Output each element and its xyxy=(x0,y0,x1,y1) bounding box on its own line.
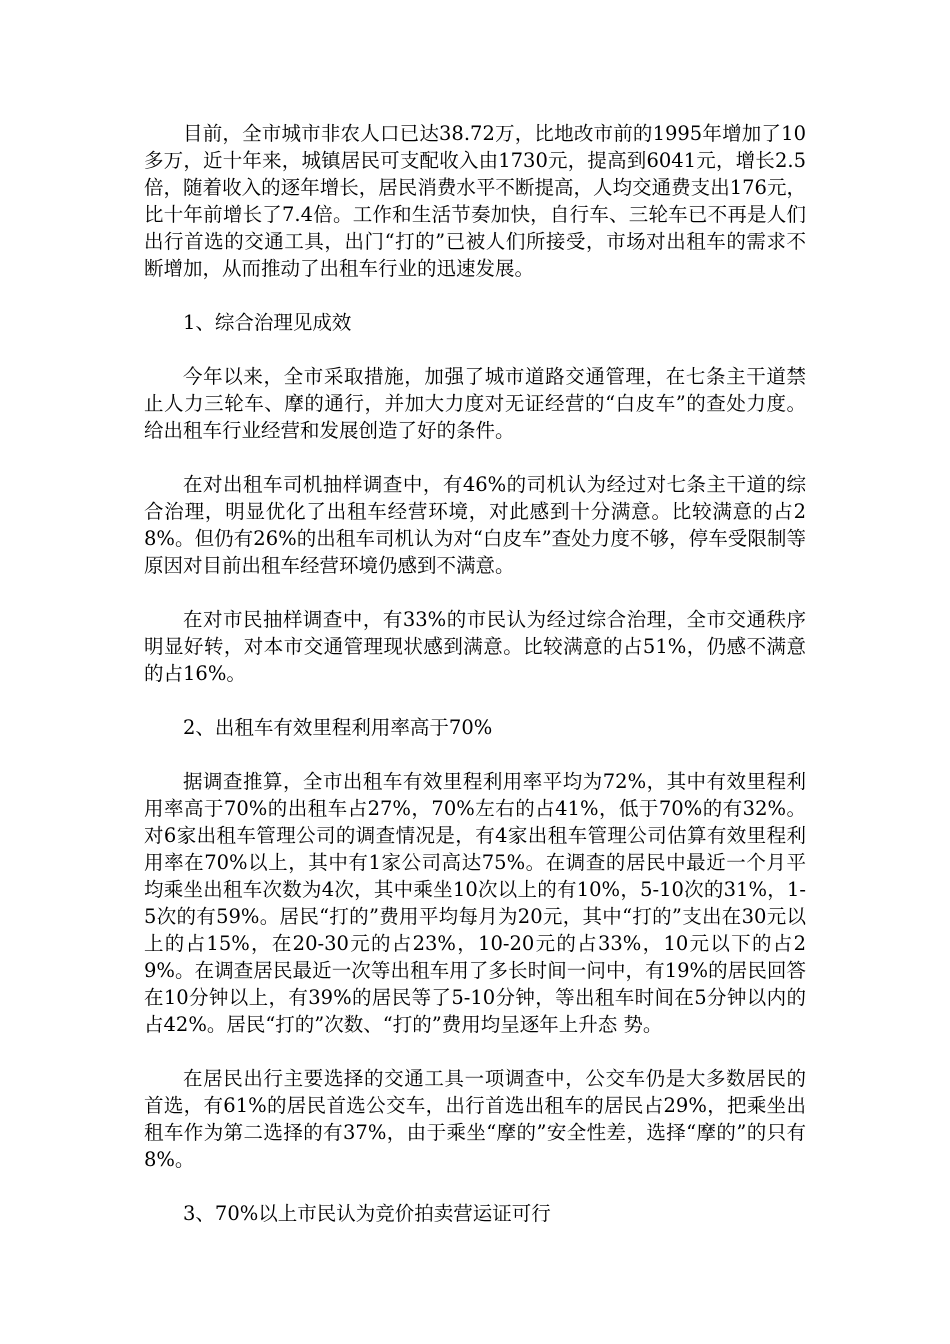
intro-paragraph: 目前，全市城市非农人口已达38.72万，比地改市前的1995年增加了10多万，近十年来，城镇居民可支配收入由1730元，提高到6041元，增长2.5倍，随着收入的逐年增长，居民消费水平不断提高，人均交通费支出176元，比十年前增长了7.4倍。工作和生活节奏加快，自行车、三轮车已不再是人们出行首选的交通工具，出门“打的”已被人们所接受，市场对出租车的需求不断增加，从而推动了出租车行业的迅速发展。 xyxy=(144,122,806,280)
body-paragraph: 在居民出行主要选择的交通工具一项调查中，公交车仍是大多数居民的首选，有61%的居民首选公交车，出行首选出租车的居民占29%，把乘坐出租车作为第二选择的有37%，由于乘坐“摩的”安全性差，选择“摩的”的只有8%。 xyxy=(144,1067,806,1171)
section-heading-3: 3、70%以上市民认为竞价拍卖营运证可行 xyxy=(183,1202,551,1225)
body-paragraph: 在对出租车司机抽样调查中，有46%的司机认为经过对七条主干道的综合治理，明显优化了出租车经营环境，对此感到十分满意。比较满意的占28%。但仍有26%的出租车司机认为对“白皮车”查处力度不够，停车受限制等原因对目前出租车经营环境仍感到不满意。 xyxy=(144,473,806,577)
body-paragraph: 据调查推算，全市出租车有效里程利用率平均为72%，其中有效里程利用率高于70%的出租车占27%，70%左右的占41%，低于70%的有32%。对6家出租车管理公司的调查情况是，有4家出租车管理公司估算有效里程利用率在70%以上，其中有1家公司高达75%。在调查的居民中最近一个月平均乘坐出租车次数为4次，其中乘坐10次以上的有10%，5-10次的31%，1-5次的有59%。居民“打的”费用平均每月为20元，其中“打的”支出在30元以上的占15%，在20-30元的占23%，10-20元的占33%，10元以下的占29%。在调查居民最近一次等出租车用了多长时间一问中，有19%的居民回答在10分钟以上，有39%的居民等了5-10分钟，等出租车时间在5分钟以内的占42%。居民“打的”次数、“打的”费用均呈逐年上升态 势。 xyxy=(144,770,806,1036)
section-heading-2: 2、出租车有效里程利用率高于70% xyxy=(183,716,493,739)
section-heading-1: 1、综合治理见成效 xyxy=(183,311,352,334)
body-paragraph: 今年以来，全市采取措施，加强了城市道路交通管理，在七条主干道禁止人力三轮车、摩的通行，并加大力度对无证经营的“白皮车”的查处力度。给出租车行业经营和发展创造了好的条件。 xyxy=(144,365,806,442)
document-body xyxy=(144,120,806,1254)
body-paragraph: 在对市民抽样调查中，有33%的市民认为经过综合治理，全市交通秩序明显好转，对本市交通管理现状感到满意。比较满意的占51%，仍感不满意的占16%。 xyxy=(144,608,806,685)
